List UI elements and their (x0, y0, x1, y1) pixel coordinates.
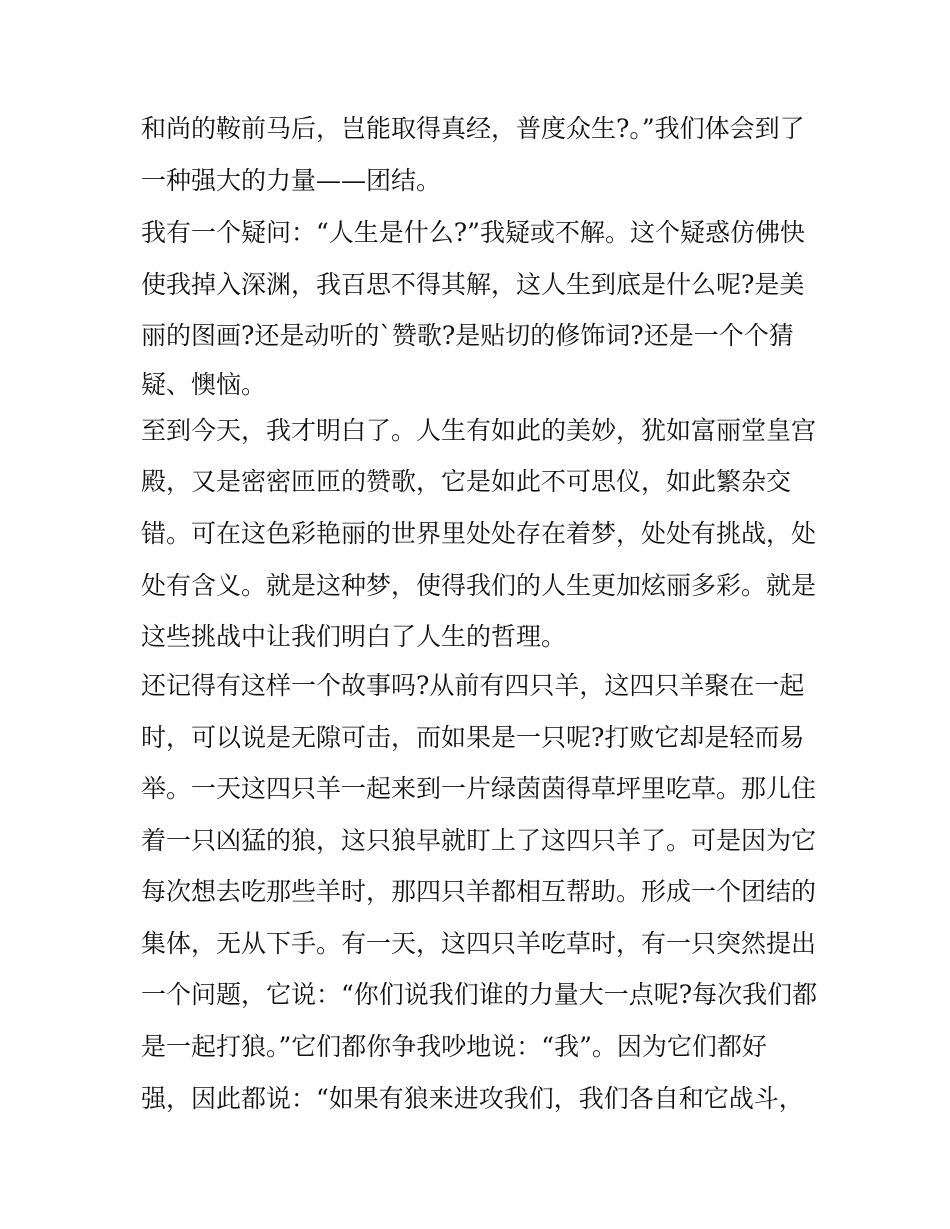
text-line: 举。一天这四只羊一起来到一片绿茵茵得草坪里吃草。那儿住 (141, 774, 817, 803)
text-line: 每次想去吃那些羊时，那四只羊都相互帮助。形成一个团结的 (141, 877, 817, 906)
text-line: 我有一个疑问：“人生是什么?”我疑或不解。这个疑惑仿佛快 (141, 218, 805, 247)
text-line: 一种强大的力量——团结。 (141, 166, 442, 195)
text-line: 至到今天，我才明白了。人生有如此的美妙，犹如富丽堂皇宫 (141, 416, 817, 445)
text-line: 处有含义。就是这种梦，使得我们的人生更加炫丽多彩。就是 (141, 571, 817, 600)
text-line: 是一起打狼。”它们都你争我吵地说：“我”。因为它们都好 (141, 1032, 767, 1061)
text-line: 和尚的鞍前马后，岂能取得真经，普度众生?。”我们体会到了 (141, 114, 805, 143)
text-line: 这些挑战中让我们明白了人生的哲理。 (141, 622, 567, 651)
text-line: 一个问题，它说：“你们说我们谁的力量大一点呢?每次我们都 (141, 980, 818, 1009)
text-line: 殿，又是密密匝匝的赞歌，它是如此不可思仪，如此繁杂交 (141, 467, 792, 496)
text-line: 强，因此都说：“如果有狼来进攻我们，我们各自和它战斗， (141, 1084, 804, 1113)
text-line: 丽的图画?还是动听的`赞歌?是贴切的修饰词?还是一个个猜 (141, 321, 794, 350)
text-line: 着一只凶猛的狼，这只狼早就盯上了这四只羊了。可是因为它 (141, 826, 817, 855)
text-line: 时，可以说是无隙可击，而如果是一只呢?打败它却是轻而易 (141, 723, 805, 752)
text-line: 集体，无从下手。有一天，这四只羊吃草时，有一只突然提出 (141, 929, 817, 958)
text-line: 使我掉入深渊，我百思不得其解，这人生到底是什么呢?是美 (141, 270, 805, 299)
text-line: 还记得有这样一个故事吗?从前有四只羊，这四只羊聚在一起 (141, 671, 805, 700)
text-line: 错。可在这色彩艳丽的世界里处处存在着梦，处处有挑战，处 (141, 519, 817, 548)
text-line: 疑、懊恼。 (141, 370, 267, 399)
